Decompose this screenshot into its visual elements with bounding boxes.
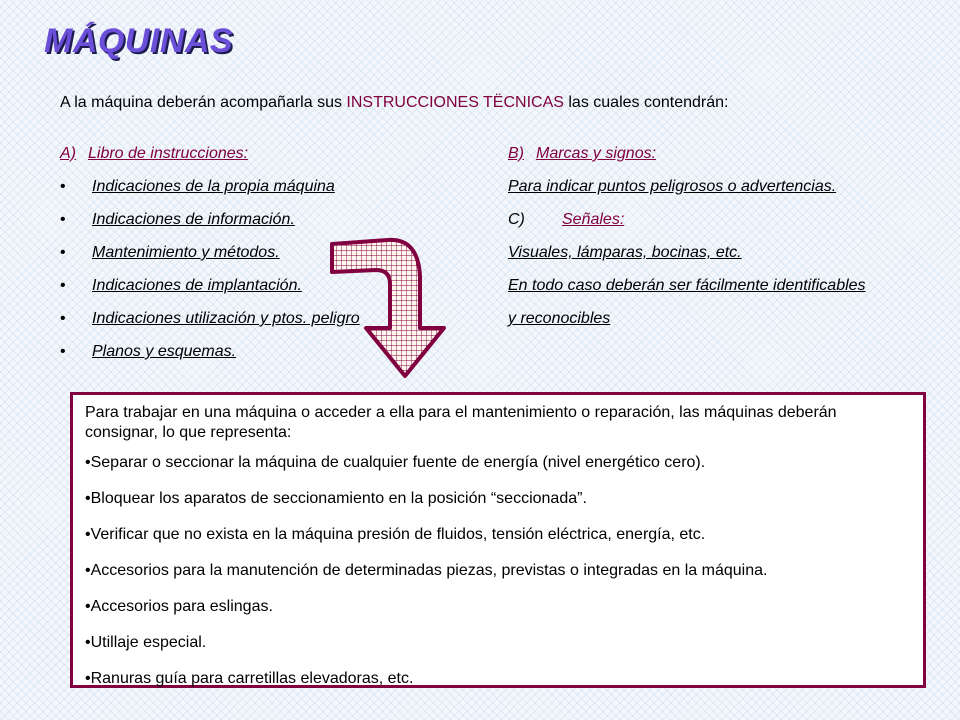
list-item: • Planos y esquemas.	[60, 341, 490, 363]
arrow-graphic	[326, 230, 476, 380]
box-list-item: •Ranuras guía para carretillas elevadoras, etc.	[85, 670, 414, 687]
list-item: • Mantenimiento y métodos.	[60, 242, 490, 264]
intro-before: A la máquina deberán acompañarla sus	[60, 94, 347, 111]
right-column	[508, 143, 948, 341]
section-c-text: Visuales, lámparas, bocinas, etc.	[508, 244, 742, 261]
section-b-text: Para indicar puntos peligrosos o advertencias.	[508, 178, 837, 195]
section-a-letter: A)	[60, 145, 76, 162]
section-c-label: Señales:	[562, 211, 625, 228]
intro-accent: INSTRUCCIONES TËCNICAS	[346, 94, 564, 111]
bullet-icon: •	[60, 211, 66, 228]
section-c-heading	[508, 209, 948, 231]
section-c-letter: C)	[508, 211, 525, 228]
intro-text	[60, 94, 728, 112]
section-c-text: En todo caso deberán ser fácilmente identificables	[508, 277, 866, 294]
intro-after: las cuales contendrán:	[563, 94, 729, 111]
section-a-heading	[60, 143, 490, 165]
box-list-item: •Accesorios para eslingas.	[85, 598, 273, 615]
box-list-item: •Accesorios para la manutención de determinadas piezas, previstas o integradas en la máquina.	[85, 562, 768, 579]
list-item: • Indicaciones de información.	[60, 209, 490, 231]
section-c-text: y reconocibles	[508, 310, 611, 327]
section-a-label: Libro de instrucciones:	[88, 145, 249, 162]
list-item: • Indicaciones de la propia máquina	[60, 176, 490, 198]
box-list-item: •Utillaje especial.	[85, 634, 207, 651]
list-item: • Indicaciones de implantación.	[60, 275, 490, 297]
section-b-label: Marcas y signos:	[536, 145, 657, 162]
list-item: • Indicaciones utilización y ptos. peligro	[60, 308, 490, 330]
maintenance-box	[70, 392, 926, 688]
bullet-icon: •	[60, 343, 66, 360]
box-list-item: •Verificar que no exista en la máquina presión de fluidos, tensión eléctrica, energía, etc.	[85, 526, 706, 543]
box-list-item: •Separar o seccionar la máquina de cualquier fuente de energía (nivel energético cero).	[85, 454, 706, 471]
section-b-letter: B)	[508, 145, 524, 162]
slide-title: MÁQUINAS	[44, 22, 234, 60]
box-intro: Para trabajar en una máquina o acceder a ella para el mantenimiento o reparación, las máquinas deberán consignar, lo que representa:	[85, 404, 837, 441]
box-list-item: •Bloquear los aparatos de seccionamiento en la posición “seccionada”.	[85, 490, 587, 507]
bullet-icon: •	[60, 244, 66, 261]
bullet-icon: •	[60, 310, 66, 327]
bullet-icon: •	[60, 277, 66, 294]
section-b-heading	[508, 143, 948, 165]
bullet-icon: •	[60, 178, 66, 195]
curved-down-arrow-icon	[326, 230, 476, 380]
